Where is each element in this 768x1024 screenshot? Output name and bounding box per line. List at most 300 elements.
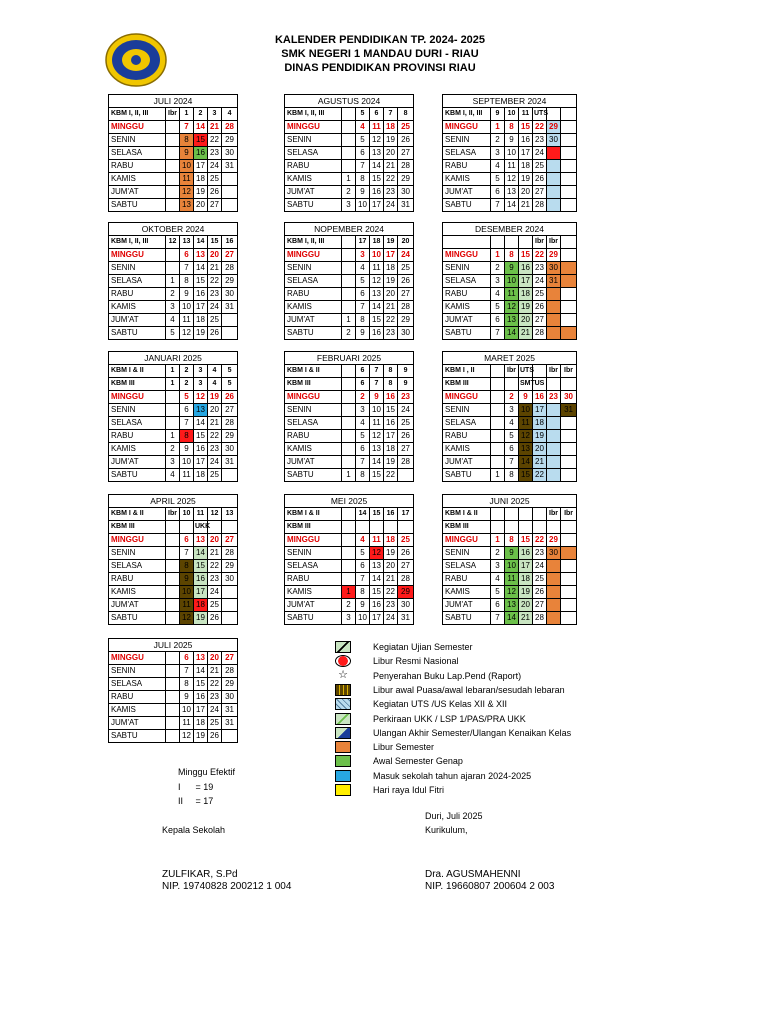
date-cell: 24 [533,147,547,160]
date-cell: 14 [370,456,384,469]
day-label: RABU [109,160,166,173]
day-label: JUM'AT [285,599,342,612]
date-cell [166,691,180,704]
date-cell [561,249,577,262]
date-cell: 20 [384,288,398,301]
date-cell: 26 [398,430,414,443]
kbm-label: KBM I & II [109,365,166,378]
week-number: 2 [180,378,194,391]
week-number: Ibr [547,365,561,378]
calendar-3 [108,222,238,340]
day-label: RABU [109,288,166,301]
legend-text: Kegiatan UTS /US Kelas XII & XII [373,699,508,710]
date-cell: 12 [370,430,384,443]
date-cell: 11 [519,417,533,430]
date-cell: 3 [491,275,505,288]
week-number: 4 [208,365,222,378]
right-nip: NIP. 19660807 200604 2 003 [425,881,555,892]
kbm-label: KBM III [443,521,491,534]
date-cell: 14 [194,417,208,430]
date-cell [561,612,577,625]
day-label: SENIN [443,404,491,417]
kbm-label: KBM I, II, III [109,108,166,121]
date-cell: 24 [208,704,222,717]
date-cell [342,417,356,430]
date-cell: 17 [194,456,208,469]
week-number [222,521,238,534]
date-cell: 12 [370,547,384,560]
date-cell: 10 [370,249,384,262]
date-cell: 3 [342,199,356,212]
date-cell: 16 [194,573,208,586]
date-cell [547,186,561,199]
date-cell: 3 [505,404,519,417]
date-cell: 15 [519,469,533,482]
day-label: KAMIS [285,301,342,314]
date-cell [166,147,180,160]
date-cell: 2 [342,327,356,340]
date-cell: 23 [384,599,398,612]
date-cell: 18 [384,534,398,547]
day-label: SENIN [285,404,342,417]
week-number [547,108,561,121]
day-label: RABU [109,691,166,704]
date-cell: 11 [180,469,194,482]
date-cell [491,417,505,430]
date-cell: 23 [208,691,222,704]
date-cell: 10 [356,199,370,212]
date-cell: 31 [222,456,238,469]
date-cell: 23 [208,288,222,301]
date-cell: 16 [370,327,384,340]
date-cell: 17 [533,404,547,417]
day-label: SENIN [109,262,166,275]
date-cell: 26 [533,301,547,314]
kbm-label: KBM I & II [285,508,342,521]
date-cell: 5 [356,547,370,560]
week-number [519,521,533,534]
date-cell: 20 [519,186,533,199]
calendar-1 [284,94,414,212]
date-cell: 15 [194,560,208,573]
date-cell: 6 [491,314,505,327]
date-cell: 15 [370,586,384,599]
date-cell: 8 [505,121,519,134]
week-number [519,236,533,249]
day-label: JUM'AT [443,314,491,327]
day-label: KAMIS [285,173,342,186]
date-cell: 13 [505,186,519,199]
date-cell: 29 [222,430,238,443]
date-cell: 7 [491,199,505,212]
date-cell [342,147,356,160]
slash-green-icon [335,641,351,653]
day-label: SABTU [109,730,166,743]
date-cell: 15 [194,430,208,443]
day-label: SELASA [109,560,166,573]
date-cell: 20 [519,599,533,612]
date-cell: 29 [222,134,238,147]
date-cell: 22 [533,469,547,482]
date-cell [166,199,180,212]
date-cell: 18 [533,417,547,430]
week-number [561,108,577,121]
date-cell [547,301,561,314]
date-cell: 11 [370,534,384,547]
date-cell [342,275,356,288]
date-cell: 19 [533,430,547,443]
date-cell [561,186,577,199]
date-cell: 28 [533,199,547,212]
date-cell: 2 [491,547,505,560]
date-cell: 7 [180,262,194,275]
legend-text: Libur awal Puasa/awal lebaran/sesudah lebaran [373,684,565,695]
date-cell: 28 [222,121,238,134]
date-cell: 19 [194,327,208,340]
calendar-10 [284,494,414,625]
week-number: 4 [222,108,238,121]
day-label: SABTU [285,469,342,482]
date-cell [166,678,180,691]
date-cell [166,573,180,586]
date-cell: 26 [398,134,414,147]
date-cell [222,327,238,340]
date-cell [561,199,577,212]
week-number [384,521,398,534]
date-cell: 4 [356,417,370,430]
date-cell: 6 [356,147,370,160]
date-cell: 21 [208,665,222,678]
date-cell [342,301,356,314]
month-title: MEI 2025 [285,495,414,508]
date-cell: 13 [370,560,384,573]
week-number [370,521,384,534]
date-cell: 29 [398,314,414,327]
date-cell: 17 [519,275,533,288]
month-title: NOPEMBER 2024 [285,223,414,236]
date-cell: 11 [180,314,194,327]
date-cell: 14 [194,121,208,134]
date-cell [342,573,356,586]
day-label: JUM'AT [109,717,166,730]
date-cell: 26 [208,730,222,743]
date-cell: 18 [384,443,398,456]
week-number: Ibr [547,508,561,521]
date-cell: 12 [505,173,519,186]
week-number: 8 [384,365,398,378]
day-label: KAMIS [443,443,491,456]
date-cell: 29 [547,534,561,547]
date-cell: 22 [208,678,222,691]
day-label: SELASA [109,147,166,160]
date-cell: 20 [208,652,222,665]
day-label: RABU [443,160,491,173]
date-cell: 1 [491,469,505,482]
week-number [491,508,505,521]
week-number: 18 [370,236,384,249]
date-cell: 25 [533,160,547,173]
date-cell [547,314,561,327]
blue-icon [335,770,351,782]
kbm-label [443,236,491,249]
date-cell: 26 [222,391,238,404]
date-cell [561,456,577,469]
day-label: SABTU [443,469,491,482]
date-cell: 5 [356,430,370,443]
date-cell: 2 [166,443,180,456]
date-cell: 16 [384,391,398,404]
date-cell: 21 [384,573,398,586]
date-cell: 27 [533,186,547,199]
date-cell [561,262,577,275]
date-cell: 5 [505,430,519,443]
date-cell: 12 [180,186,194,199]
date-cell: 3 [491,560,505,573]
date-cell: 5 [356,275,370,288]
week-number: 2 [194,108,208,121]
date-cell: 25 [533,573,547,586]
date-cell: 15 [384,404,398,417]
month-title: APRIL 2025 [109,495,238,508]
date-cell: 19 [384,134,398,147]
date-cell: 25 [208,599,222,612]
date-cell: 7 [505,456,519,469]
week-number: 8 [384,378,398,391]
date-cell: 16 [194,691,208,704]
day-label: KAMIS [109,704,166,717]
date-cell [561,417,577,430]
day-label: JUM'AT [443,186,491,199]
effective-weeks-2: II = 17 [178,796,214,806]
date-cell: 23 [533,547,547,560]
date-cell: 27 [222,534,238,547]
date-cell: 11 [505,288,519,301]
date-cell [166,586,180,599]
date-cell [166,704,180,717]
date-cell: 12 [370,275,384,288]
date-cell: 29 [547,121,561,134]
day-label: MINGGU [443,249,491,262]
day-label: MINGGU [443,534,491,547]
date-cell: 9 [180,573,194,586]
date-cell [547,456,561,469]
date-cell: 29 [398,586,414,599]
brown-grid-icon [335,684,351,696]
calendar-12 [108,638,238,743]
red-circle-icon [335,655,351,667]
date-cell: 14 [505,199,519,212]
week-number [505,236,519,249]
week-number: 12 [208,508,222,521]
date-cell: 22 [533,121,547,134]
date-cell: 26 [398,275,414,288]
week-number: Ibr [547,236,561,249]
hatched-blue-icon [335,698,351,710]
date-cell: 27 [398,560,414,573]
legend-text: Libur Semester [373,742,435,753]
day-label: MINGGU [285,249,342,262]
date-cell: 27 [222,249,238,262]
day-label: MINGGU [109,391,166,404]
day-label: JUM'AT [443,456,491,469]
date-cell: 22 [208,275,222,288]
day-label: JUM'AT [109,314,166,327]
day-label: SELASA [285,147,342,160]
date-cell: 26 [533,173,547,186]
date-cell [222,599,238,612]
date-cell: 19 [384,456,398,469]
date-cell: 6 [491,599,505,612]
week-number [519,508,533,521]
date-cell: 25 [398,121,414,134]
date-cell: 4 [491,573,505,586]
date-cell: 14 [370,573,384,586]
day-label: MINGGU [285,391,342,404]
right-name: Dra. AGUSMAHENNI [425,869,521,880]
date-cell: 19 [194,186,208,199]
legend-text: Kegiatan Ujian Semester [373,642,473,652]
date-cell: 18 [194,173,208,186]
date-cell: 9 [356,327,370,340]
week-number: 6 [356,378,370,391]
day-label: SENIN [109,134,166,147]
date-cell: 2 [342,599,356,612]
date-cell: 28 [398,456,414,469]
date-cell [561,147,577,160]
date-cell [491,391,505,404]
legend-text: Masuk sekolah tahun ajaran 2024-2025 [373,770,532,781]
date-cell: 30 [222,147,238,160]
date-cell: 9 [505,262,519,275]
date-cell: 27 [533,599,547,612]
date-cell: 18 [384,262,398,275]
date-cell: 20 [519,314,533,327]
legend-text: Penyerahan Buku Lap.Pend (Raport) [373,670,522,681]
date-cell: 5 [491,586,505,599]
date-cell: 25 [208,173,222,186]
date-cell [222,199,238,212]
blue-triangle-icon [335,727,351,739]
date-cell: 22 [384,586,398,599]
week-number: 13 [222,508,238,521]
date-cell: 9 [180,443,194,456]
date-cell: 17 [384,430,398,443]
date-cell: 10 [180,160,194,173]
date-cell: 3 [356,249,370,262]
date-cell [166,612,180,625]
left-role: Kepala Sekolah [162,825,226,835]
week-number [342,521,356,534]
date-cell: 17 [194,301,208,314]
date-cell: 9 [356,186,370,199]
date-cell: 8 [180,275,194,288]
week-number [561,521,577,534]
date-cell: 19 [194,612,208,625]
date-cell: 25 [398,534,414,547]
month-title: JUNI 2025 [443,495,577,508]
date-cell: 23 [398,391,414,404]
date-cell: 23 [533,134,547,147]
date-cell: 30 [222,691,238,704]
date-cell [342,134,356,147]
day-label: SENIN [109,547,166,560]
date-cell [222,314,238,327]
date-cell [547,612,561,625]
date-cell: 18 [519,160,533,173]
week-number: 12 [166,236,180,249]
date-cell: 16 [194,147,208,160]
date-cell: 29 [222,678,238,691]
date-cell: 2 [505,391,519,404]
date-cell: 25 [208,717,222,730]
calendar-0 [108,94,238,212]
day-label: KAMIS [109,301,166,314]
date-cell: 7 [491,612,505,625]
week-number [491,521,505,534]
date-cell: 4 [356,262,370,275]
date-cell: 28 [398,573,414,586]
kbm-label: KBM I & II [285,365,342,378]
date-cell: 16 [370,186,384,199]
date-cell: 8 [180,430,194,443]
date-cell: 30 [222,443,238,456]
kbm-label: KBM I, II, III [285,108,342,121]
date-cell [342,560,356,573]
date-cell: 24 [533,560,547,573]
date-cell: 28 [398,301,414,314]
week-number [342,236,356,249]
date-cell: 2 [342,186,356,199]
date-cell: 11 [505,573,519,586]
date-cell: 28 [222,547,238,560]
date-cell: 10 [180,456,194,469]
date-cell: 24 [533,275,547,288]
date-cell: 17 [370,612,384,625]
date-cell: 28 [222,262,238,275]
date-cell: 12 [505,586,519,599]
day-label: KAMIS [443,586,491,599]
date-cell: 13 [194,404,208,417]
kbm-label: KBM I, II, III [443,108,491,121]
week-number [533,521,547,534]
week-number: 3 [194,365,208,378]
date-cell: 12 [180,327,194,340]
date-cell: 17 [519,560,533,573]
date-cell: 5 [166,327,180,340]
kbm-label: KBM III [443,378,491,391]
date-cell: 14 [370,301,384,314]
date-cell: 9 [180,288,194,301]
date-cell: 28 [222,417,238,430]
day-label: SABTU [443,199,491,212]
week-number: Ibr [505,365,519,378]
date-cell: 2 [356,391,370,404]
date-cell: 15 [519,534,533,547]
date-cell: 19 [384,275,398,288]
date-cell: 6 [180,404,194,417]
day-label: SELASA [109,417,166,430]
date-cell: 12 [180,730,194,743]
kbm-label: KBM III [109,521,166,534]
day-label: SENIN [285,134,342,147]
date-cell [166,404,180,417]
date-cell: 4 [491,160,505,173]
date-cell: 31 [561,404,577,417]
kbm-label: KBM III [285,521,342,534]
date-cell: 24 [208,301,222,314]
week-number: 3 [194,378,208,391]
date-cell [561,443,577,456]
